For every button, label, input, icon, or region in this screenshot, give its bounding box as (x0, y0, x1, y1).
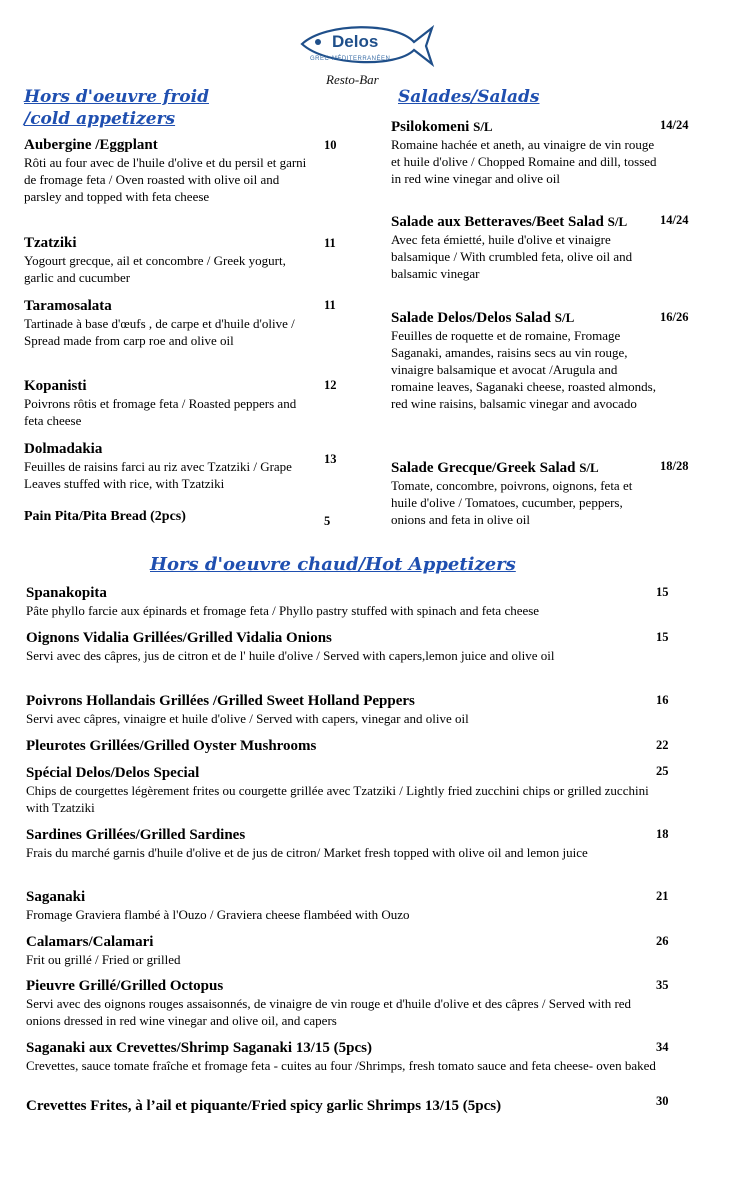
item-description: Pâte phyllo farcie aux épinards et fromage feta / Phyllo pastry stuffed with spinach and feta cheese (26, 603, 540, 618)
item-price: 10 (324, 138, 337, 152)
item-name: Pain Pita/Pita Bread (2pcs) (24, 509, 186, 524)
item-name: Kopanisti (24, 378, 87, 394)
item-price: 14/24 (660, 213, 689, 227)
item-name: Spanakopita (26, 585, 107, 601)
item-price: 30 (656, 1094, 669, 1108)
item-price: 12 (324, 378, 337, 392)
menu-item (26, 933, 656, 968)
brand-name: Delos (332, 32, 379, 51)
item-name: Psilokomeni S/L (391, 119, 493, 135)
item-name: Taramosalata (24, 298, 112, 314)
menu-item (26, 584, 656, 619)
item-price: 15 (656, 630, 669, 644)
item-description: Feuilles de raisins farci au riz avec Tzatziki / Grape Leaves stuffed with rice, with Tzatziki (24, 459, 292, 491)
menu-item (24, 234, 314, 286)
item-description: Crevettes, sauce tomate fraîche et fromage feta - cuites au four /Shrimps, fresh tomato sauce and feta cheese- oven baked (26, 1058, 656, 1073)
item-name: Salade aux Betteraves/Beet Salad S/L (391, 214, 628, 230)
menu-item (26, 764, 656, 816)
item-name: Sardines Grillées/Grilled Sardines (26, 827, 246, 843)
item-description: Servi avec des oignons rouges assaisonnés, de vinaigre de vin rouge et d'huile d'olive et des câpres / Served with red onions dressed in red wine vinegar and olive oil, and capers (26, 996, 632, 1028)
menu-item (26, 737, 656, 755)
size-tag: S/L (607, 214, 628, 229)
item-description: Poivrons rôtis et fromage feta / Roasted peppers and feta cheese (24, 396, 297, 428)
menu-item (24, 440, 314, 492)
item-price: 21 (656, 889, 669, 903)
menu-item (391, 459, 659, 528)
item-description: Chips de courgettes légèrement frites ou courgette grillée avec Tzatziki / Lightly fried zucchini chips or grilled zucchini with Tzatziki (26, 783, 649, 815)
menu-item (26, 629, 656, 664)
item-price: 35 (656, 978, 669, 992)
item-name: Aubergine /Eggplant (24, 137, 158, 153)
item-price: 14/24 (660, 118, 689, 132)
menu-item (26, 1039, 656, 1074)
item-price: 18/28 (660, 459, 689, 473)
brand-subtitle: GREC-MÉDITERRANÉEN (310, 56, 391, 62)
item-name: Salade Grecque/Greek Salad S/L (391, 460, 599, 476)
item-name: Calamars/Calamari (26, 934, 154, 950)
item-price: 22 (656, 738, 669, 752)
menu-item (24, 377, 314, 429)
item-description: Tomate, concombre, poivrons, oignons, feta et huile d'olive / Tomatoes, cucumber, peppers, onions and feta in olive oil (391, 478, 633, 527)
size-tag: S/L (579, 460, 599, 475)
salads-title: Salades/Salads (398, 87, 540, 107)
item-price: 26 (656, 934, 669, 948)
item-price: 13 (324, 452, 337, 466)
item-price: 11 (324, 236, 336, 250)
menu-item (26, 888, 656, 923)
size-tag: S/L (473, 119, 493, 134)
item-name: Dolmadakia (24, 441, 103, 457)
menu-item (24, 136, 314, 205)
item-description: Fromage Graviera flambé à l'Ouzo / Graviera cheese flambéed with Ouzo (26, 907, 410, 922)
item-price: 34 (656, 1040, 669, 1054)
item-description: Tartinade à base d'œufs , de carpe et d'huile d'olive / Spread made from carp roe and olive oil (24, 316, 295, 348)
item-price: 18 (656, 827, 669, 841)
cold-title-line2: /cold appetizers (24, 109, 176, 129)
item-description: Servi avec des câpres, jus de citron et de l' huile d'olive / Served with capers,lemon juice and olive oil (26, 648, 555, 663)
item-name: Salade Delos/Delos Salad S/L (391, 310, 575, 326)
menu-item (391, 213, 659, 282)
menu-item (391, 118, 659, 187)
menu-item (391, 309, 659, 412)
item-name: Saganaki (26, 889, 86, 905)
cold-title-line1: Hors d'oeuvre froid (24, 87, 209, 107)
menu-item (26, 1097, 656, 1115)
menu-item (26, 977, 656, 1029)
menu-item (26, 826, 656, 861)
cold-appetizers-title (24, 86, 324, 130)
item-description: Frit ou grillé / Fried or grilled (26, 952, 181, 967)
item-description: Servi avec câpres, vinaigre et huile d'olive / Served with capers, vinegar and olive oil (26, 711, 469, 726)
item-price: 25 (656, 764, 669, 778)
brand-tagline: Resto-Bar (326, 72, 379, 87)
delos-logo (296, 20, 436, 92)
size-tag: S/L (554, 310, 575, 325)
item-name: Poivrons Hollandais Grillées /Grilled Sweet Holland Peppers (26, 693, 415, 709)
item-name: Crevettes Frites, à l’ail et piquante/Fried spicy garlic Shrimps 13/15 (5pcs) (26, 1098, 502, 1114)
item-description: Romaine hachée et aneth, au vinaigre de vin rouge et huile d'olive / Chopped Romaine and dill, tossed in red wine vinegar and olive oil (391, 137, 657, 186)
item-price: 5 (324, 514, 331, 528)
item-description: Yogourt grecque, ail et concombre / Greek yogurt, garlic and cucumber (24, 253, 286, 285)
item-name: Oignons Vidalia Grillées/Grilled Vidalia Onions (26, 630, 332, 646)
menu-item (24, 297, 314, 349)
item-name: Spécial Delos/Delos Special (26, 765, 200, 781)
item-name: Tzatziki (24, 235, 77, 251)
item-description: Feuilles de roquette et de romaine, Fromage Saganaki, amandes, raisins secs au vin rouge, vinaigre balsamique et avocat /Arugula and romaine leaves, Saganaki cheese, roasted almonds, red wine raisins, balsamic vinegar and avocado (391, 328, 656, 411)
item-price: 15 (656, 585, 669, 599)
menu-item (24, 508, 314, 526)
item-name: Pleurotes Grillées/Grilled Oyster Mushrooms (26, 738, 317, 754)
item-description: Rôti au four avec de l'huile d'olive et du persil et garni de fromage feta / Oven roasted with olive oil and parsley and topped with feta cheese (24, 155, 307, 204)
menu-item (26, 692, 656, 727)
item-description: Avec feta émietté, huile d'olive et vinaigre balsamique / With crumbled feta, olive oil and balsamic vinegar (391, 232, 633, 281)
item-description: Frais du marché garnis d'huile d'olive et de jus de citron/ Market fresh topped with olive oil and lemon juice (26, 845, 588, 860)
item-price: 11 (324, 298, 336, 312)
item-price: 16/26 (660, 310, 689, 324)
item-name: Saganaki aux Crevettes/Shrimp Saganaki 13/15 (5pcs) (26, 1040, 373, 1056)
hot-appetizers-title: Hors d'oeuvre chaud/Hot Appetizers (150, 554, 516, 575)
item-price: 16 (656, 693, 669, 707)
item-name: Pieuvre Grillé/Grilled Octopus (26, 978, 224, 994)
